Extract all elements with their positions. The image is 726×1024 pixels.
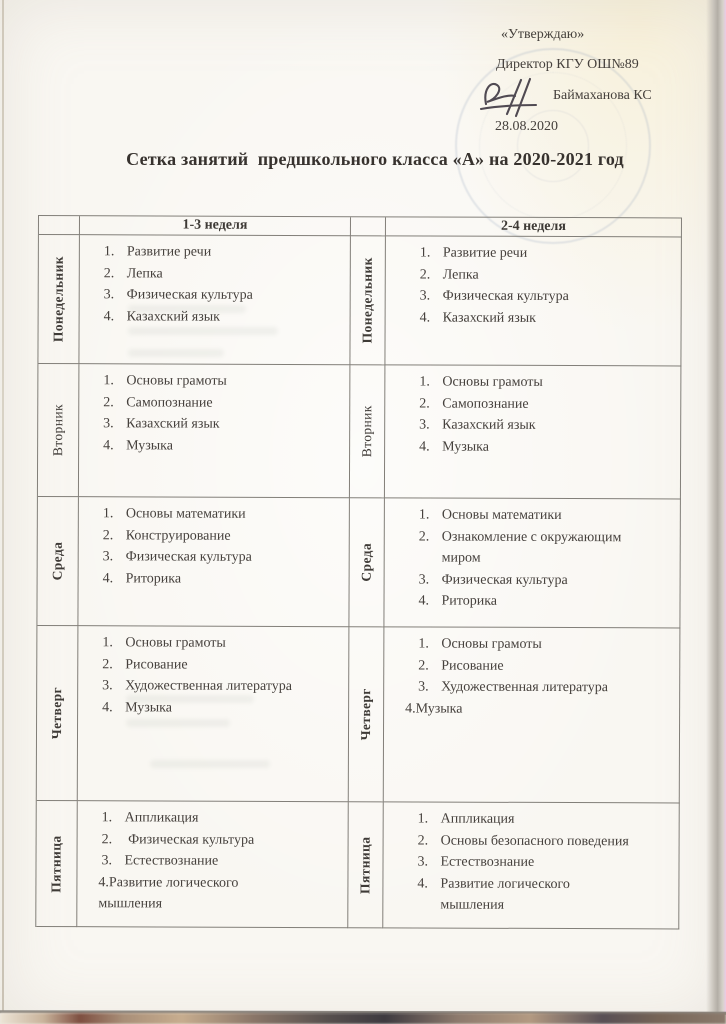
lesson-number: 2. <box>101 831 113 847</box>
day-label-cell-right <box>349 627 385 802</box>
lesson-item <box>419 569 672 591</box>
lesson-number: 2. <box>418 528 430 545</box>
lesson-name: Естествознание <box>124 853 219 869</box>
lesson-item <box>103 435 343 457</box>
lesson-number: 4. <box>418 593 430 609</box>
lesson-name: Физическая культура <box>441 572 568 588</box>
day-label: Четверг <box>48 686 65 740</box>
lesson-number: 2. <box>419 266 431 283</box>
lesson-item <box>419 504 672 526</box>
signatory-name: Баймаханова КС <box>553 88 652 103</box>
lesson-number: 1. <box>102 635 113 651</box>
lessons-week-1-3 <box>78 626 350 802</box>
lesson-number: 1. <box>103 244 115 260</box>
lesson-item <box>419 414 672 436</box>
lesson-name: Самопознание <box>126 394 213 411</box>
lessons-week-1-3 <box>79 235 350 365</box>
lesson-item <box>102 654 342 676</box>
lesson-number: 3. <box>419 288 431 304</box>
lesson-name: Физическая культура <box>124 831 255 848</box>
paper-right-edge-shadow <box>706 0 726 1014</box>
day-label-cell-left <box>38 235 79 364</box>
lesson-item <box>104 284 344 306</box>
day-label-cell-right <box>348 802 383 928</box>
day-label-cell-left <box>38 364 80 497</box>
lesson-number: 1. <box>101 810 113 826</box>
table-corner-cell <box>39 216 80 235</box>
lesson-number: 4. <box>417 875 428 892</box>
lesson-item <box>419 436 672 458</box>
day-label: Вторник <box>359 405 375 458</box>
lesson-item <box>103 370 343 392</box>
lesson-name: Основы грамоты <box>442 374 543 390</box>
lesson-number: 3. <box>417 854 429 870</box>
lesson-item <box>418 655 671 677</box>
lesson-number: 2. <box>418 657 429 674</box>
lesson-item <box>104 263 344 285</box>
lesson-item <box>102 807 342 829</box>
lesson-name: Развитие логического мышления <box>440 876 570 913</box>
lesson-item <box>418 676 671 698</box>
lesson-number: 2. <box>103 265 115 281</box>
lesson-number: 3. <box>102 678 113 694</box>
lesson-name: Аппликация <box>440 811 515 827</box>
lesson-number: 2. <box>419 395 430 412</box>
day-label-cell-right <box>349 498 384 627</box>
lesson-number: 4. <box>419 438 430 455</box>
lesson-number: 2. <box>103 394 114 410</box>
lesson-name: Основы математики <box>125 506 246 522</box>
lesson-name: Музыка <box>126 437 173 454</box>
lesson-item <box>103 546 343 568</box>
day-label: Понедельник <box>50 255 66 343</box>
lesson-number: 2. <box>417 832 429 849</box>
lesson-item <box>418 830 671 852</box>
bleed-through-mark <box>150 760 270 768</box>
table-corner-cell <box>351 217 386 236</box>
lesson-name: Основы безопасного поведения <box>440 833 629 849</box>
lesson-name: Физическая культура <box>126 287 253 303</box>
lesson-number: 3. <box>418 679 429 695</box>
lesson-number: 3. <box>101 853 113 869</box>
lesson-number: 1. <box>103 373 114 389</box>
lesson-item <box>103 503 343 525</box>
lesson-item <box>420 242 673 264</box>
approval-date: 28.08.2020 <box>495 119 558 134</box>
day-label-cell-left <box>37 497 78 626</box>
lesson-number: 4. <box>103 437 114 453</box>
lesson-item <box>101 850 341 872</box>
lesson-name: Казахский язык <box>442 310 537 326</box>
lesson-name: Художественная литература <box>125 678 293 694</box>
bleed-through-mark <box>128 327 278 335</box>
lessons-week-2-4 <box>384 627 681 803</box>
photo-background-strip <box>0 1013 726 1024</box>
lesson-name: Лепка <box>126 265 163 281</box>
lessons-week-1-3 <box>78 497 349 627</box>
lesson-name: Риторика <box>125 570 182 587</box>
lesson-name: Основы грамоты <box>441 636 542 652</box>
lesson-number: 3. <box>103 416 114 432</box>
lesson-item <box>104 241 344 263</box>
lessons-week-2-4 <box>385 365 682 499</box>
lesson-number: 4. <box>102 699 113 715</box>
lesson-number: 4. <box>103 308 115 324</box>
lesson-number: 3. <box>102 549 114 565</box>
lesson-item <box>419 393 672 415</box>
lesson-item <box>102 632 342 654</box>
day-label: Четверг <box>357 688 374 741</box>
lesson-number: 1. <box>418 507 430 523</box>
schedule-table <box>35 215 682 929</box>
lesson-item: 4.Развитие логического мышления <box>98 874 239 912</box>
lesson-name: Основы математики <box>441 507 562 524</box>
lesson-name: Музыка <box>125 699 172 716</box>
lesson-name: Аппликация <box>124 810 199 826</box>
lesson-item <box>419 371 672 393</box>
lesson-item <box>102 829 342 851</box>
lesson-number: 3. <box>419 417 430 433</box>
bleed-through-mark <box>126 719 230 727</box>
lesson-item <box>103 392 343 414</box>
lesson-name: Рисование <box>125 656 188 673</box>
lesson-number: 3. <box>418 571 430 588</box>
lesson-name: Художественная литература <box>441 679 609 696</box>
lesson-item <box>418 808 671 830</box>
lesson-number: 1. <box>102 506 114 522</box>
lesson-item <box>103 413 343 435</box>
lesson-item <box>418 633 671 655</box>
lesson-number: 1. <box>419 245 431 261</box>
bleed-through-mark <box>128 305 246 313</box>
day-label: Понедельник <box>359 257 375 344</box>
day-label-cell-right <box>350 365 386 498</box>
signature-icon <box>478 76 558 118</box>
lesson-name: Физическая культура <box>125 549 252 565</box>
director-line: Директор КГУ ОШ№89 <box>496 57 639 72</box>
lesson-item <box>420 307 673 329</box>
lesson-name: Рисование <box>441 658 504 674</box>
bleed-through-mark <box>128 349 224 357</box>
lesson-name: Музыка <box>442 439 489 455</box>
day-label: Среда <box>358 542 374 582</box>
lessons-week-2-4 <box>383 802 679 929</box>
lesson-number: 4. <box>419 309 431 326</box>
lesson-name: Конструирование <box>125 527 231 544</box>
lesson-number: 2. <box>102 527 114 543</box>
lesson-item <box>419 526 672 570</box>
lesson-name: Физическая культура <box>442 288 569 305</box>
lesson-item <box>420 264 673 286</box>
day-label: Пятница <box>48 834 64 893</box>
lesson-name: Основы грамоты <box>125 635 226 651</box>
lesson-name: Казахский язык <box>126 308 221 325</box>
lesson-name: Естествознание <box>440 854 535 870</box>
document-title: Сетка занятий предшкольного класса «А» на 2020-2021 год <box>126 149 624 169</box>
lesson-number: 3. <box>103 287 115 303</box>
lesson-name: Риторика <box>441 593 498 609</box>
day-label-cell-right <box>350 236 385 365</box>
lesson-number: 1. <box>419 374 430 390</box>
day-label: Вторник <box>50 404 66 457</box>
paper-left-edge <box>2 0 4 1012</box>
lessons-week-2-4 <box>384 498 680 628</box>
day-label-cell-left <box>37 626 79 801</box>
lesson-number: 1. <box>417 811 429 827</box>
week-2-4-header: 2-4 неделя <box>386 217 682 237</box>
lesson-item <box>420 285 673 307</box>
lesson-item <box>103 525 343 547</box>
bleed-through-mark <box>126 695 254 703</box>
lesson-name: Самопознание <box>442 396 529 412</box>
lesson-number: 1. <box>418 636 429 652</box>
lesson-name: Лепка <box>442 267 479 283</box>
lesson-name: Основы грамоты <box>126 373 227 389</box>
lesson-name: Казахский язык <box>442 417 536 433</box>
day-label: Пятница <box>357 836 373 894</box>
lesson-item <box>417 851 670 873</box>
week-1-3-header: 1-3 неделя <box>80 216 351 236</box>
lessons-week-1-3 <box>79 364 351 498</box>
lesson-name: Развитие речи <box>126 244 212 260</box>
day-label-cell-left <box>36 801 77 927</box>
lesson-item <box>418 590 671 612</box>
lesson-name: Развитие речи <box>442 245 528 261</box>
lessons-week-1-3 <box>77 801 348 928</box>
lessons-week-2-4 <box>385 236 681 366</box>
lesson-item: 4.Музыка <box>405 700 463 717</box>
lesson-number: 4. <box>102 570 114 586</box>
lesson-item <box>103 568 343 590</box>
lesson-number: 2. <box>102 656 113 672</box>
approval-label: «Утверждаю» <box>501 27 585 42</box>
lesson-item <box>417 873 670 917</box>
lesson-name: Казахский язык <box>126 416 220 432</box>
lesson-name: Ознакомление с окружающим миром <box>441 529 622 566</box>
day-label: Среда <box>49 541 65 581</box>
